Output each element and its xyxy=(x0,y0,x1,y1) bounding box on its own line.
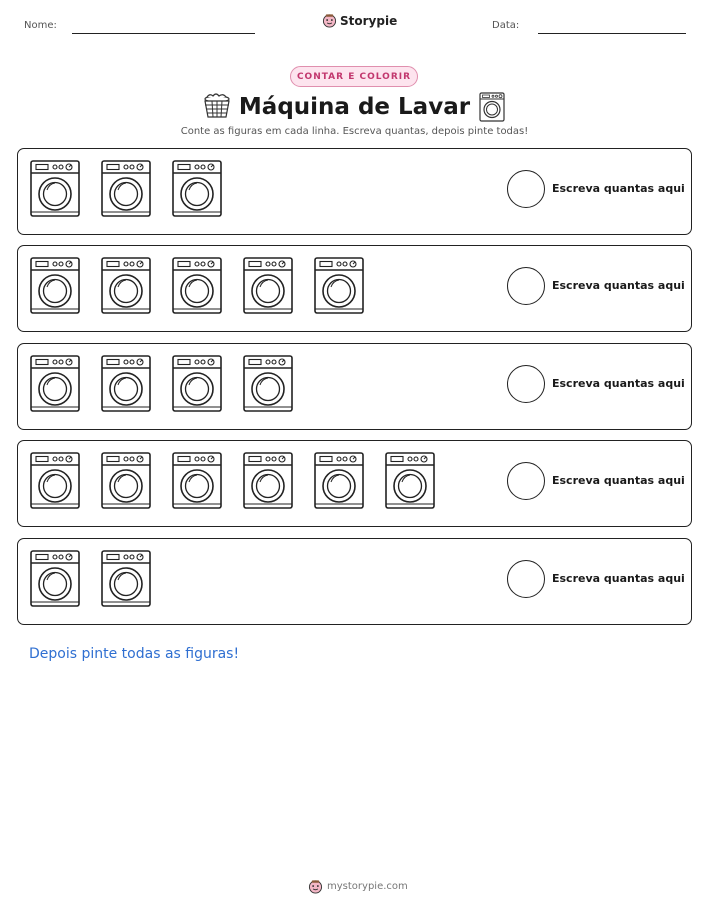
answer-label: Escreva quantas aqui xyxy=(552,572,685,585)
category-badge: CONTAR E COLORIR xyxy=(290,66,418,87)
washing-machine-icon[interactable] xyxy=(30,355,80,412)
counting-row xyxy=(17,245,692,332)
answer-label: Escreva quantas aqui xyxy=(552,377,685,390)
storypie-logo-icon xyxy=(322,13,337,28)
footer-brand xyxy=(308,879,408,894)
counting-row xyxy=(17,440,692,527)
storypie-logo-icon xyxy=(308,879,323,894)
washing-machine-icon[interactable] xyxy=(101,355,151,412)
washing-machine-icon[interactable] xyxy=(101,550,151,607)
washing-machine-icon[interactable] xyxy=(243,452,293,509)
brand-header xyxy=(322,13,397,28)
counting-row xyxy=(17,343,692,430)
footer-url: mystorypie.com xyxy=(327,881,408,892)
answer-label: Escreva quantas aqui xyxy=(552,182,685,195)
washing-machine-icon[interactable] xyxy=(30,550,80,607)
washing-machine-icon[interactable] xyxy=(172,355,222,412)
washing-machine-icon[interactable] xyxy=(172,160,222,217)
footer-note: Depois pinte todas as figuras! xyxy=(29,646,240,662)
washing-machine-icon[interactable] xyxy=(243,257,293,314)
title-row xyxy=(0,90,709,124)
washing-machine-icon[interactable] xyxy=(101,452,151,509)
washing-machine-icon[interactable] xyxy=(101,160,151,217)
page-title: Máquina de Lavar xyxy=(238,94,471,120)
answer-circle[interactable] xyxy=(507,267,545,305)
washing-machine-icon[interactable] xyxy=(172,452,222,509)
answer-circle[interactable] xyxy=(507,170,545,208)
washing-machine-icon[interactable] xyxy=(172,257,222,314)
date-label: Data: xyxy=(492,20,520,31)
counting-row xyxy=(17,538,692,625)
name-line[interactable] xyxy=(72,33,255,34)
answer-circle[interactable] xyxy=(507,365,545,403)
washing-machine-icon[interactable] xyxy=(243,355,293,412)
brand-name: Storypie xyxy=(340,13,398,28)
washing-machine-icon[interactable] xyxy=(101,257,151,314)
date-line[interactable] xyxy=(538,33,686,34)
washing-machine-icon[interactable] xyxy=(30,160,80,217)
name-label: Nome: xyxy=(24,20,57,31)
washing-machine-icon[interactable] xyxy=(30,257,80,314)
washing-machine-icon[interactable] xyxy=(30,452,80,509)
answer-circle[interactable] xyxy=(507,560,545,598)
answer-label: Escreva quantas aqui xyxy=(552,474,685,487)
instructions: Conte as figuras em cada linha. Escreva quantas, depois pinte todas! xyxy=(180,126,529,137)
washing-machine-icon xyxy=(479,92,505,122)
washing-machine-icon[interactable] xyxy=(314,257,364,314)
counting-row xyxy=(17,148,692,235)
answer-circle[interactable] xyxy=(507,462,545,500)
washing-machine-icon[interactable] xyxy=(314,452,364,509)
washing-machine-icon[interactable] xyxy=(385,452,435,509)
answer-label: Escreva quantas aqui xyxy=(552,279,685,292)
